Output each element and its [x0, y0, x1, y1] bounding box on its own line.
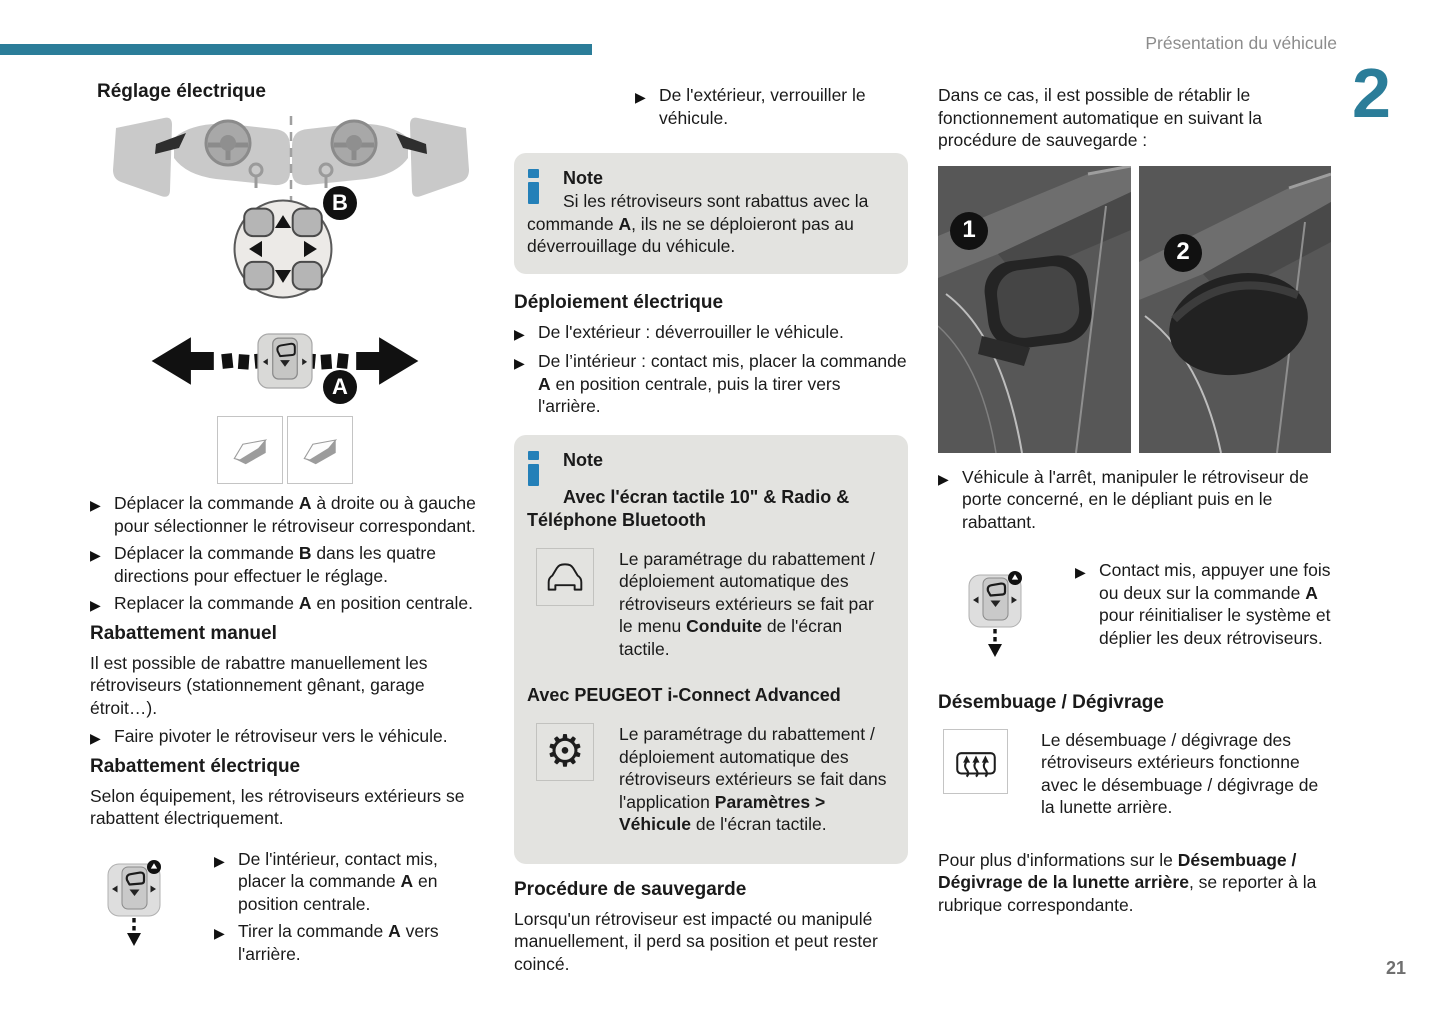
bullet-pull-back	[214, 920, 483, 965]
heading-rabattement-electrique: Rabattement électrique	[90, 755, 301, 777]
page-number: 21	[1385, 958, 1406, 978]
para-defrost: Le désembuage / dégivrage des rétroviseurs extérieurs fonctionne avec le désembuage / dégivrage de la lunette arrière.	[1041, 729, 1319, 817]
bullet-unlock-vehicle	[514, 321, 908, 346]
control-b-badge: B	[323, 186, 357, 220]
left-mirror-select-icon	[217, 416, 283, 484]
fold-procedure-row	[90, 848, 483, 971]
bullet-text: Véhicule à l'arrêt, manipuler le rétroviseur de porte concerné, en le dépliant puis en le rabattant.	[962, 466, 1309, 532]
heading-rabattement-manuel: Rabattement manuel	[90, 622, 277, 644]
bullet-text: Tirer la commande A vers l'arrière.	[238, 921, 439, 964]
figure-2-badge: 2	[1164, 234, 1202, 272]
para-more-info: Pour plus d'informations sur le Désembuage / Dégivrage de la lunette arrière, se reporter à la rubrique correspondante.	[938, 849, 1317, 915]
mirror-control-icon	[938, 559, 1075, 665]
mirror-extended-photo	[938, 166, 1131, 453]
bullet-lock-vehicle	[635, 84, 897, 129]
bullet-select-mirror	[90, 492, 483, 537]
column-right	[938, 84, 1335, 922]
para-rabattement-manuel: Il est possible de rabattre manuellement les rétroviseurs (stationnement gênant, garage étroit…).	[90, 652, 428, 718]
control-a-badge: A	[323, 370, 357, 404]
figure-1-badge: 1	[950, 212, 988, 250]
reset-procedure-row	[938, 559, 1335, 665]
info-icon	[528, 169, 541, 204]
running-header: Présentation du véhicule	[1145, 33, 1337, 53]
bullet-text: De l'extérieur, verrouiller le véhicule.	[659, 85, 866, 128]
note-title: Note	[563, 449, 603, 470]
bullet-arrow-icon: ▶	[90, 597, 101, 613]
bullet-text: De l'extérieur : déverrouiller le véhicule.	[538, 321, 844, 342]
right-mirror-select-icon	[287, 416, 353, 484]
bullet-recenter-command	[90, 592, 483, 617]
mirror-select-switch-illustration	[150, 322, 420, 400]
column-middle	[514, 84, 908, 981]
column-left	[90, 80, 483, 970]
bullet-arrow-icon: ▶	[635, 89, 646, 105]
bullet-arrow-icon: ▶	[1075, 564, 1086, 580]
para-intro-sauvegarde: Dans ce cas, il est possible de rétablir le fonctionnement automatique en suivant la procédure de sauvegarde :	[938, 85, 1262, 150]
heading-reglage-electrique: Réglage électrique	[97, 81, 266, 102]
section-divider-bar	[0, 44, 592, 55]
bullet-pivot-mirror	[90, 725, 483, 750]
bullet-reset-system	[1075, 559, 1333, 649]
mirror-defrost-icon	[943, 729, 1008, 794]
bullet-adjust-mirror	[90, 542, 483, 587]
car-icon	[536, 548, 594, 606]
bullet-manipulate-mirror	[938, 466, 1335, 534]
bullet-arrow-icon: ▶	[514, 325, 525, 342]
mirror-control-icon	[90, 848, 214, 954]
note-title: Note	[563, 168, 603, 188]
heading-procedure-sauvegarde: Procédure de sauvegarde	[514, 878, 747, 900]
bullet-deploy-inside	[514, 350, 908, 418]
note-box-fold	[514, 153, 908, 274]
conduite-menu-row	[536, 548, 892, 667]
note-subtitle-touchscreen: Avec l'écran tactile 10" & Radio & Téléphone Bluetooth	[527, 486, 850, 530]
para-procedure-sauvegarde: Lorsqu'un rétroviseur est impacté ou manipulé manuellement, il perd sa position et peut rester coincé.	[514, 908, 878, 974]
heading-desembuage-degivrage: Désembuage / Dégivrage	[938, 691, 1164, 713]
bullet-arrow-icon: ▶	[214, 852, 225, 869]
bullet-text: Replacer la commande A en position centrale.	[114, 593, 473, 613]
bullet-text: Déplacer la commande A à droite ou à gauche pour sélectionner le rétroviseur correspondant.	[114, 493, 476, 536]
note-paragraph: Le paramétrage du rabattement / déploiement automatique des rétroviseurs extérieurs se fait dans l'application Paramètres > Véhicule de l'écran tactile.	[619, 724, 887, 834]
heading-deploiement-electrique: Déploiement électrique	[514, 291, 724, 313]
para-rabattement-electrique: Selon équipement, les rétroviseurs extérieurs se rabattent électriquement.	[90, 785, 465, 828]
bullet-text: De l'intérieur, contact mis, placer la commande A en position centrale.	[238, 848, 438, 914]
note-body: Si les rétroviseurs sont rabattus avec la commande A, ils ne se déploieront pas au déverrouillage du véhicule.	[527, 191, 869, 256]
bullet-text: Contact mis, appuyer une fois ou deux sur la commande A pour réinitialiser le système et déplier les deux rétroviseurs.	[1099, 560, 1331, 648]
defrost-row	[943, 729, 1335, 825]
bullet-text: Faire pivoter le rétroviseur vers le véhicule.	[114, 726, 448, 746]
bullet-arrow-icon: ▶	[514, 355, 525, 371]
note-box-settings	[514, 435, 908, 864]
bullet-arrow-icon: ▶	[90, 497, 101, 513]
mirror-photos-figure	[938, 166, 1335, 466]
fold-procedure-bullets	[214, 848, 483, 971]
info-icon	[528, 451, 541, 486]
mirror-folded-photo	[1139, 166, 1331, 453]
chapter-number: 2	[1352, 54, 1391, 132]
mirror-adjustment-figure	[90, 110, 483, 492]
note-subtitle-iconnect: Avec PEUGEOT i-Connect Advanced	[527, 685, 841, 705]
parametres-row	[536, 723, 892, 842]
reset-procedure-bullets	[1075, 559, 1333, 654]
bullet-arrow-icon: ▶	[90, 547, 101, 563]
bullet-arrow-icon: ▶	[90, 730, 101, 746]
bullet-place-central	[214, 848, 483, 916]
bullet-arrow-icon: ▶	[214, 925, 225, 941]
note-paragraph: Le paramétrage du rabattement / déploiement automatique des rétroviseurs extérieurs se fait par le menu Conduite de l'écran tactile.	[619, 548, 875, 659]
bullet-arrow-icon: ▶	[938, 470, 949, 487]
gear-icon: ⚙	[536, 723, 594, 781]
bullet-text: Déplacer la commande B dans les quatre directions pour effectuer le réglage.	[114, 543, 436, 586]
bullet-text: De l’intérieur : contact mis, placer la commande A en position centrale, puis la tirer vers l'arrière.	[538, 351, 907, 416]
